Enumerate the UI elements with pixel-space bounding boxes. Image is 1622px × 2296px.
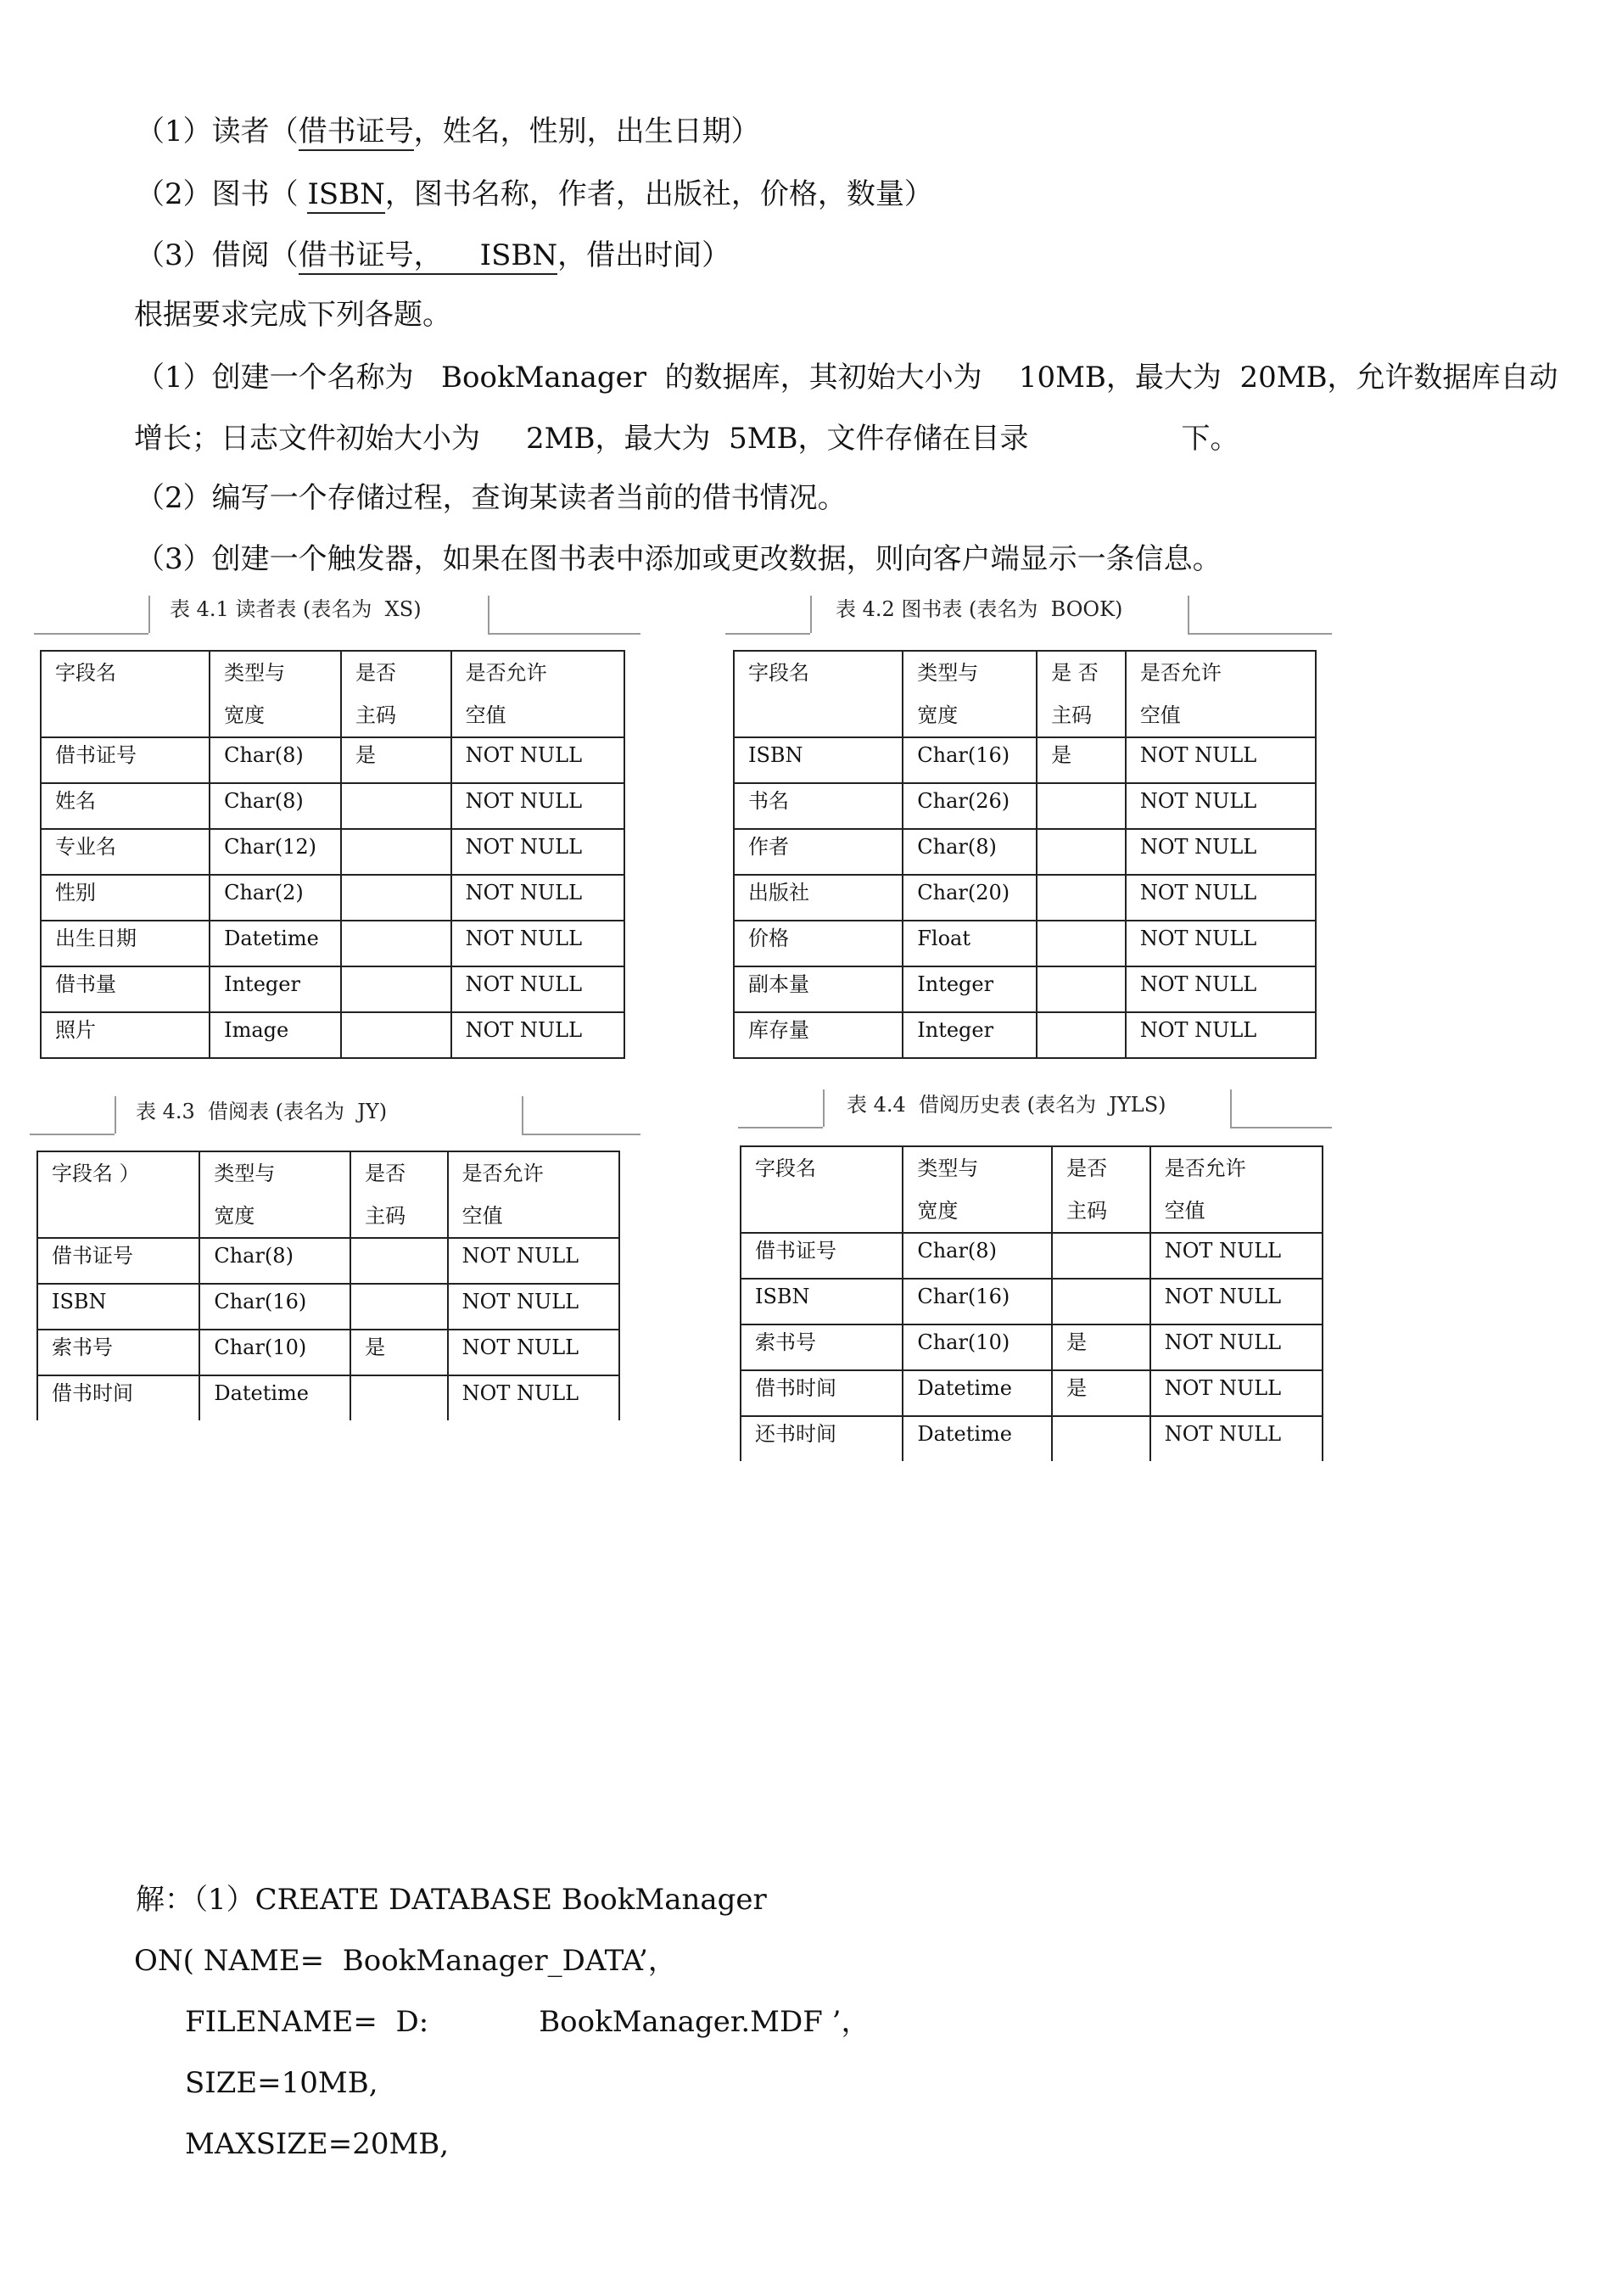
table-row	[734, 783, 1316, 829]
schema-book-key: ISBN	[307, 180, 384, 214]
header-cell-line: 类型与	[214, 1162, 276, 1185]
table-row	[37, 1330, 619, 1375]
table-cell: NOT NULL	[448, 1375, 619, 1420]
schema-borrow-num: （3）借阅（	[136, 238, 299, 272]
table-row	[741, 1233, 1323, 1279]
header-cell	[341, 651, 451, 737]
table-cell: NOT NULL	[1126, 875, 1316, 921]
header-cell-line: 字段名	[55, 661, 116, 685]
table-cell: NOT NULL	[1150, 1233, 1323, 1279]
table-cell: 性别	[41, 875, 210, 921]
table-book	[733, 650, 1317, 1059]
table-cell: 是	[1052, 1324, 1150, 1370]
header-cell	[734, 651, 903, 737]
header-cell-line: 是否允许	[465, 661, 547, 685]
table-2-caption-rule-right	[1188, 633, 1332, 635]
answer-line-3-a: FILENAME= D:	[185, 2005, 429, 2039]
table-cell	[341, 966, 451, 1012]
table-row	[41, 737, 624, 783]
table-cell: ISBN	[734, 737, 903, 783]
table-2-caption-tick-left	[810, 596, 812, 633]
schema-borrow-key2: ISBN	[479, 238, 558, 272]
table-cell	[1037, 783, 1126, 829]
table-cell: 还书时间	[741, 1416, 903, 1461]
table-cell	[1037, 1012, 1126, 1058]
table-cell: 出版社	[734, 875, 903, 921]
table-row	[41, 875, 624, 921]
schema-borrow-key	[298, 238, 558, 275]
schema-reader-key: 借书证号	[299, 117, 414, 151]
table-1-caption-rule-right	[488, 633, 640, 635]
table-row	[741, 1324, 1323, 1370]
table-cell: NOT NULL	[451, 829, 624, 875]
table-cell	[1052, 1279, 1150, 1324]
table-row	[41, 966, 624, 1012]
table-cell: Char(20)	[903, 875, 1037, 921]
table-cell: Datetime	[199, 1375, 350, 1420]
header-cell-line: 是 否	[1051, 661, 1099, 685]
table-3-caption-rule-right	[522, 1134, 640, 1135]
header-cell	[903, 1146, 1052, 1233]
answer-line-4: SIZE=10MB,	[185, 2066, 378, 2100]
header-cell-line: 主码	[1051, 703, 1093, 727]
schema-borrow-key1: 借书证号，	[298, 238, 443, 272]
header-cell-line: 是否	[355, 661, 397, 685]
header-cell	[1037, 651, 1126, 737]
table-cell: Char(8)	[199, 1238, 350, 1284]
table-cell: Datetime	[903, 1370, 1052, 1416]
table-cell: Integer	[210, 966, 341, 1012]
table-cell: Char(10)	[199, 1330, 350, 1375]
table-borrow	[36, 1151, 620, 1420]
header-cell-line: 宽度	[917, 1199, 959, 1223]
table-cell: 借书证号	[741, 1233, 903, 1279]
table-cell: Integer	[903, 1012, 1037, 1058]
table-cell	[1037, 875, 1126, 921]
table-cell: ISBN	[37, 1284, 199, 1330]
table-cell	[341, 783, 451, 829]
table-row	[734, 829, 1316, 875]
table-cell: Char(2)	[210, 875, 341, 921]
table-cell	[1037, 921, 1126, 966]
task-1-line-2	[134, 422, 1239, 456]
table-row	[37, 1238, 619, 1284]
table-cell: NOT NULL	[448, 1238, 619, 1284]
table-row	[41, 783, 624, 829]
header-cell-line: 空值	[1164, 1199, 1205, 1223]
table-cell: 借书证号	[41, 737, 210, 783]
answer-line-2: ON( NAME= BookManager_DATA’，	[134, 1944, 677, 1978]
table-4-caption-rule-right	[1230, 1127, 1332, 1128]
table-cell: Datetime	[903, 1416, 1052, 1461]
table-cell: 副本量	[734, 966, 903, 1012]
table-header-row	[41, 651, 624, 737]
table-cell: NOT NULL	[1126, 783, 1316, 829]
table-cell: NOT NULL	[1150, 1370, 1323, 1416]
table-cell: NOT NULL	[1126, 1012, 1316, 1058]
header-cell-line: 是否允许	[1164, 1156, 1246, 1180]
task-1-line-2-b: 下。	[1181, 422, 1239, 456]
table-4-caption-rule-left	[738, 1127, 823, 1128]
schema-reader	[136, 117, 760, 151]
header-cell	[1126, 651, 1316, 737]
header-cell	[210, 651, 341, 737]
table-cell: Char(16)	[199, 1284, 350, 1330]
answer-line-3-b: BookManager.MDF ’，	[539, 2005, 870, 2039]
table-cell	[1052, 1233, 1150, 1279]
table-2-caption: 表 4.2 图书表 (表名为 BOOK)	[836, 597, 1123, 621]
table-cell: 库存量	[734, 1012, 903, 1058]
task-2: （2）编写一个存储过程，查询某读者当前的借书情况。	[136, 481, 847, 515]
header-cell-line: 主码	[1066, 1199, 1108, 1223]
table-cell: 索书号	[37, 1330, 199, 1375]
table-1-caption-rule-left	[34, 633, 148, 635]
table-cell: 借书证号	[37, 1238, 199, 1284]
table-cell: Char(8)	[903, 829, 1037, 875]
table-row	[734, 966, 1316, 1012]
task-1-line-1: （1）创建一个名称为 BookManager 的数据库，其初始大小为 10MB，最大为 20MB，允许数据库自动	[136, 361, 1558, 395]
header-cell	[37, 1151, 199, 1238]
table-cell: NOT NULL	[1126, 737, 1316, 783]
table-cell: NOT NULL	[1150, 1416, 1323, 1461]
table-cell: 作者	[734, 829, 903, 875]
header-cell-line: 是否允许	[461, 1162, 544, 1185]
table-row	[741, 1370, 1323, 1416]
table-cell: 借书时间	[741, 1370, 903, 1416]
instruction: 根据要求完成下列各题。	[134, 298, 451, 332]
table-1-caption-tick-left	[148, 596, 150, 633]
header-cell-line: 空值	[465, 703, 506, 727]
header-cell	[350, 1151, 448, 1238]
task-1-line-2-a: 增长；日志文件初始大小为 2MB，最大为 5MB，文件存储在目录	[134, 422, 1029, 456]
table-row	[41, 921, 624, 966]
table-cell: 是	[341, 737, 451, 783]
table-cell: 索书号	[741, 1324, 903, 1370]
header-cell-line: 空值	[461, 1204, 503, 1228]
table-3-caption-tick-left	[115, 1096, 116, 1134]
schema-reader-num: （1）读者（	[136, 115, 299, 148]
header-cell-line: 是否	[1066, 1156, 1108, 1180]
schema-reader-rest: ，姓名，性别，出生日期）	[413, 115, 760, 148]
header-cell	[451, 651, 624, 737]
table-cell: Char(8)	[903, 1233, 1052, 1279]
table-cell	[1052, 1416, 1150, 1461]
header-cell	[903, 651, 1037, 737]
table-cell: NOT NULL	[451, 737, 624, 783]
table-cell: 借书量	[41, 966, 210, 1012]
header-cell	[448, 1151, 619, 1238]
table-header-row	[734, 651, 1316, 737]
table-cell: 借书时间	[37, 1375, 199, 1420]
header-cell-line: 字段名	[748, 661, 809, 685]
task-3: （3）创建一个触发器，如果在图书表中添加或更改数据，则向客户端显示一条信息。	[136, 542, 1222, 576]
table-cell: Integer	[903, 966, 1037, 1012]
table-cell	[1037, 966, 1126, 1012]
table-cell: Char(16)	[903, 737, 1037, 783]
header-cell-line: 类型与	[917, 661, 979, 685]
table-row	[41, 1012, 624, 1058]
table-cell: NOT NULL	[1126, 966, 1316, 1012]
table-cell: NOT NULL	[448, 1284, 619, 1330]
table-cell: Image	[210, 1012, 341, 1058]
table-cell: Float	[903, 921, 1037, 966]
table-cell: 是	[1052, 1370, 1150, 1416]
header-cell	[741, 1146, 903, 1233]
header-cell-line: 类型与	[917, 1156, 979, 1180]
table-cell: NOT NULL	[451, 921, 624, 966]
table-cell: NOT NULL	[448, 1330, 619, 1375]
table-cell	[341, 921, 451, 966]
table-row	[37, 1284, 619, 1330]
table-cell	[1037, 829, 1126, 875]
header-cell-line: 宽度	[224, 703, 266, 727]
table-cell	[350, 1284, 448, 1330]
table-3-caption-tick-right	[522, 1096, 523, 1134]
table-cell: 是	[1037, 737, 1126, 783]
table-cell: 姓名	[41, 783, 210, 829]
table-row	[734, 921, 1316, 966]
schema-book-num: （2）图书（	[136, 177, 308, 211]
header-cell-line: 是否	[365, 1162, 406, 1185]
table-4-caption-tick-left	[823, 1089, 825, 1127]
schema-borrow	[136, 238, 731, 275]
table-row	[734, 737, 1316, 783]
table-cell: 书名	[734, 783, 903, 829]
answer-line-1: 解：（1）CREATE DATABASE BookManager	[136, 1883, 767, 1917]
schema-book	[136, 177, 933, 214]
header-cell	[1150, 1146, 1323, 1233]
table-header-row	[741, 1146, 1323, 1233]
table-cell: 出生日期	[41, 921, 210, 966]
table-2-caption-tick-right	[1188, 596, 1189, 633]
table-1-caption: 表 4.1 读者表 (表名为 XS)	[170, 597, 422, 621]
schema-borrow-rest: ，借出时间）	[557, 238, 731, 272]
table-cell: Char(26)	[903, 783, 1037, 829]
table-4-caption: 表 4.4 借阅历史表 (表名为 JYLS)	[847, 1093, 1166, 1117]
table-cell: Char(8)	[210, 783, 341, 829]
table-cell: Char(12)	[210, 829, 341, 875]
table-cell: NOT NULL	[1150, 1324, 1323, 1370]
table-row	[37, 1375, 619, 1420]
header-cell-line: 字段名	[755, 1156, 816, 1180]
table-cell	[341, 1012, 451, 1058]
table-cell	[341, 875, 451, 921]
table-cell: Datetime	[210, 921, 341, 966]
table-3-caption: 表 4.3 借阅表 (表名为 JY)	[136, 1100, 388, 1123]
answer-line-5: MAXSIZE=20MB,	[185, 2127, 450, 2161]
table-3-caption-rule-left	[30, 1134, 115, 1135]
header-cell-line: 类型与	[224, 661, 286, 685]
table-cell: Char(8)	[210, 737, 341, 783]
table-cell: NOT NULL	[1126, 921, 1316, 966]
table-row	[734, 1012, 1316, 1058]
table-cell	[341, 829, 451, 875]
header-cell-line: 字段名 ）	[52, 1162, 140, 1185]
table-borrow-history	[740, 1145, 1323, 1461]
table-cell	[350, 1375, 448, 1420]
table-row	[741, 1279, 1323, 1324]
table-row	[734, 875, 1316, 921]
table-cell: Char(16)	[903, 1279, 1052, 1324]
table-cell: NOT NULL	[1150, 1279, 1323, 1324]
header-cell-line: 主码	[365, 1204, 406, 1228]
table-cell: 是	[350, 1330, 448, 1375]
table-cell: NOT NULL	[451, 1012, 624, 1058]
table-cell: Char(10)	[903, 1324, 1052, 1370]
table-cell: 价格	[734, 921, 903, 966]
header-cell	[199, 1151, 350, 1238]
header-cell-line: 宽度	[917, 703, 959, 727]
answer-line-3	[185, 2005, 870, 2039]
table-2-caption-rule-left	[725, 633, 810, 635]
table-header-row	[37, 1151, 619, 1238]
table-cell: ISBN	[741, 1279, 903, 1324]
header-cell-line: 宽度	[214, 1204, 255, 1228]
table-cell: NOT NULL	[451, 966, 624, 1012]
table-cell: NOT NULL	[1126, 829, 1316, 875]
header-cell-line: 主码	[355, 703, 397, 727]
table-row	[41, 829, 624, 875]
table-cell	[350, 1238, 448, 1284]
table-row	[741, 1416, 1323, 1461]
schema-book-rest: ，图书名称，作者，出版社，价格，数量）	[384, 177, 933, 211]
table-4-caption-tick-right	[1230, 1089, 1232, 1127]
table-cell: 照片	[41, 1012, 210, 1058]
table-cell: NOT NULL	[451, 875, 624, 921]
header-cell	[41, 651, 210, 737]
header-cell	[1052, 1146, 1150, 1233]
table-cell: 专业名	[41, 829, 210, 875]
table-reader	[40, 650, 625, 1059]
table-1-caption-tick-right	[488, 596, 489, 633]
table-cell: NOT NULL	[451, 783, 624, 829]
header-cell-line: 空值	[1139, 703, 1181, 727]
header-cell-line: 是否允许	[1139, 661, 1222, 685]
